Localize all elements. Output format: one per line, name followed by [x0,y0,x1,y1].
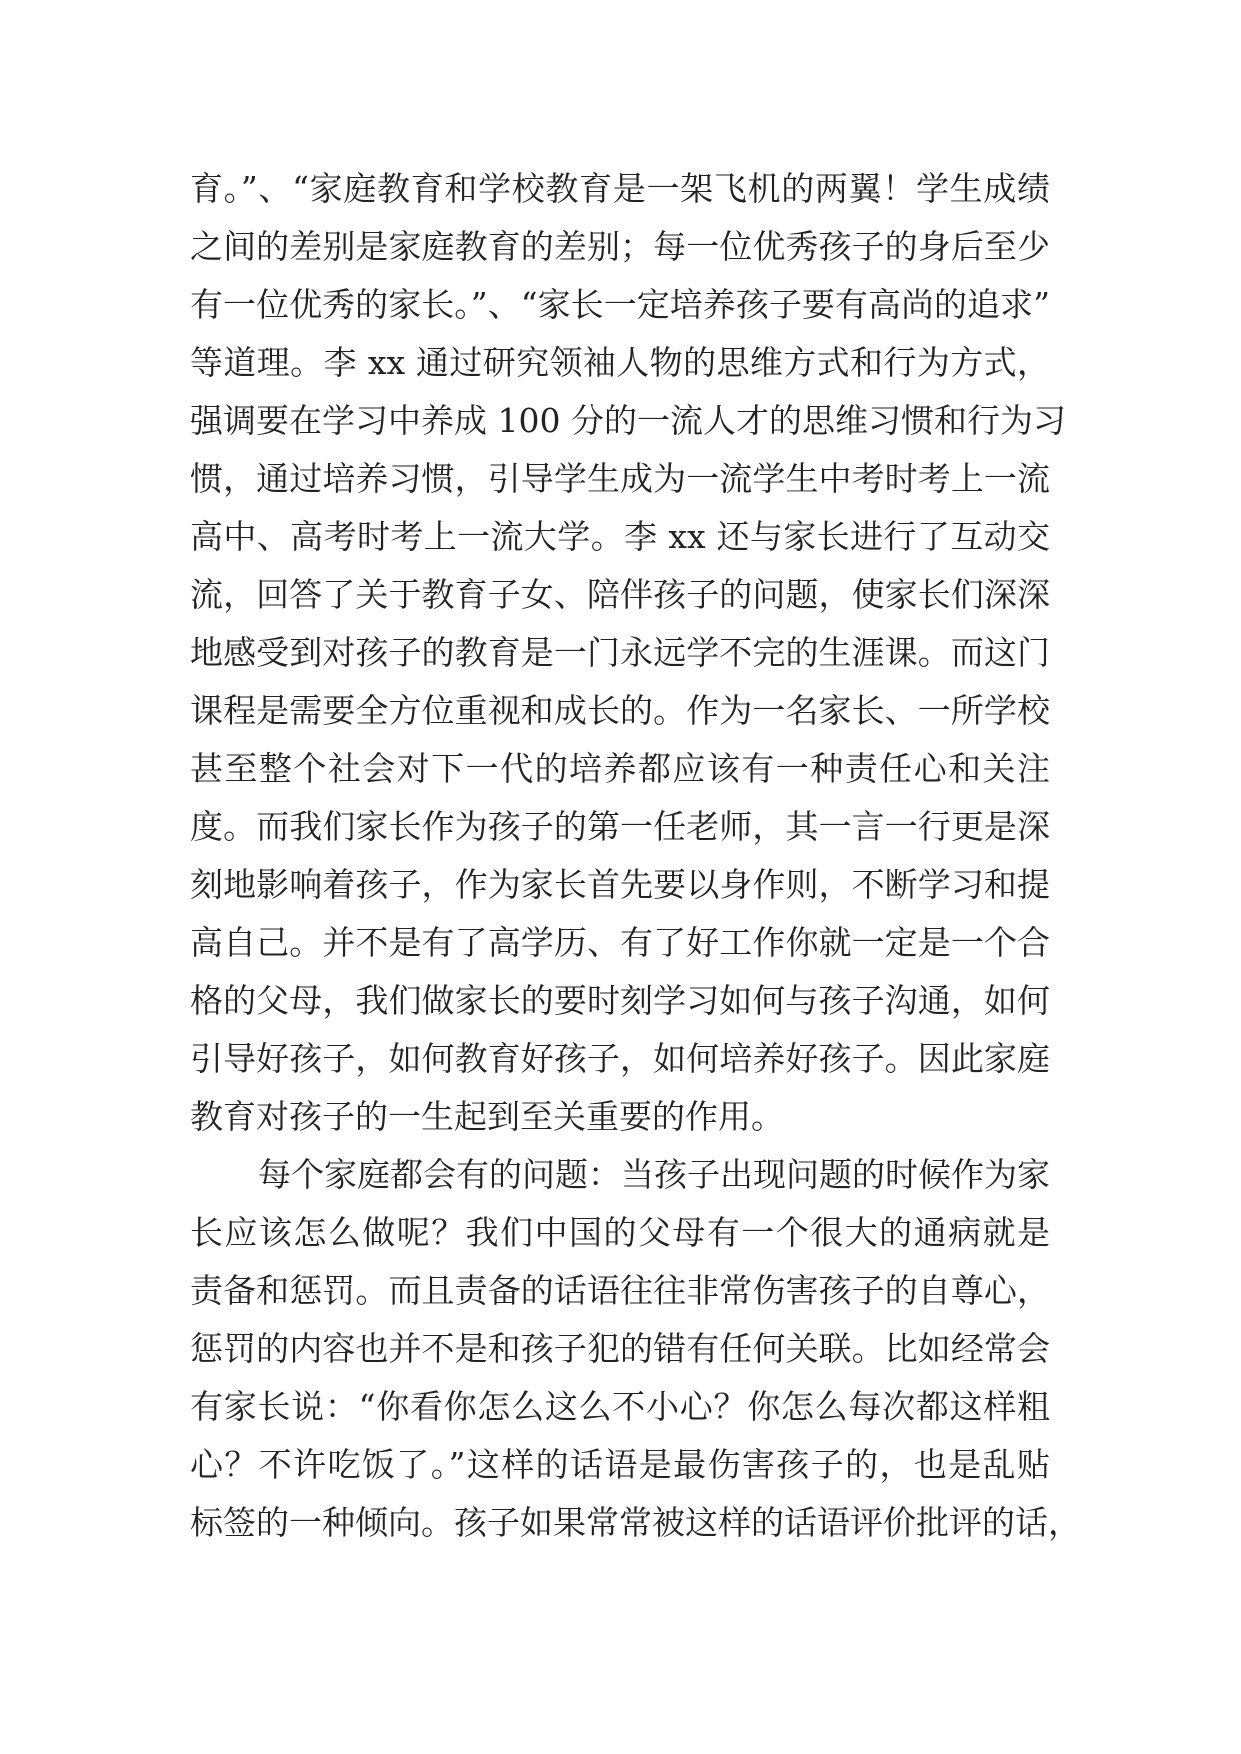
body-text [190,160,1081,1552]
text-line: 高自己。并不是有了高学历、有了好工作你就一定是一个合 [190,923,1050,962]
text-line: 引导好孩子，如何教育好孩子，如何培养好孩子。因此家庭 [190,1039,1050,1078]
text-line: 地感受到对孩子的教育是一门永远学不完的生涯课。而这门 [190,633,1050,672]
text-line: 刻地影响着孩子，作为家长首先要以身作则，不断学习和提 [190,865,1050,904]
text-line: 流，回答了关于教育子女、陪伴孩子的问题，使家长们深深 [190,575,1050,614]
text-line: 责备和惩罚。而且责备的话语往往非常伤害孩子的自尊心， [190,1271,1050,1310]
text-line: 之间的差别是家庭教育的差别；每一位优秀孩子的身后至少 [190,227,1050,266]
text-line: 心？不许吃饭了。”这样的话语是最伤害孩子的，也是乱贴 [190,1445,1050,1484]
text-line: 等道理。李 xx 通过研究领袖人物的思维方式和行为方式， [190,343,1050,382]
text-line: 格的父母，我们做家长的要时刻学习如何与孩子沟通，如何 [190,981,1050,1020]
text-line: 标签的一种倾向。孩子如果常常被这样的话语评价批评的话， [190,1503,1081,1542]
text-line: 长应该怎么做呢？我们中国的父母有一个很大的通病就是 [190,1213,1050,1252]
text-line: 有一位优秀的家长。”、“家长一定培养孩子要有高尚的追求” [190,285,1050,324]
text-line: 甚至整个社会对下一代的培养都应该有一种责任心和关注 [190,749,1050,788]
text-line: 课程是需要全方位重视和成长的。作为一名家长、一所学校 [190,691,1050,730]
text-line: 度。而我们家长作为孩子的第一任老师，其一言一行更是深 [190,807,1050,846]
text-line: 惯，通过培养习惯，引导学生成为一流学生中考时考上一流 [190,459,1050,498]
text-line: 强调要在学习中养成 100 分的一流人才的思维习惯和行为习 [190,401,1066,440]
text-line: 惩罚的内容也并不是和孩子犯的错有任何关联。比如经常会 [190,1329,1050,1368]
text-line: 高中、高考时考上一流大学。李 xx 还与家长进行了互动交 [190,517,1050,556]
text-line: 育。”、“家庭教育和学校教育是一架飞机的两翼！学生成绩 [190,169,1050,208]
text-line: 有家长说：“你看你怎么这么不小心？你怎么每次都这样粗 [190,1387,1050,1426]
text-line: 教育对孩子的一生起到至关重要的作用。 [190,1097,784,1136]
text-line: 每个家庭都会有的问题：当孩子出现问题的时候作为家 [258,1155,1050,1194]
